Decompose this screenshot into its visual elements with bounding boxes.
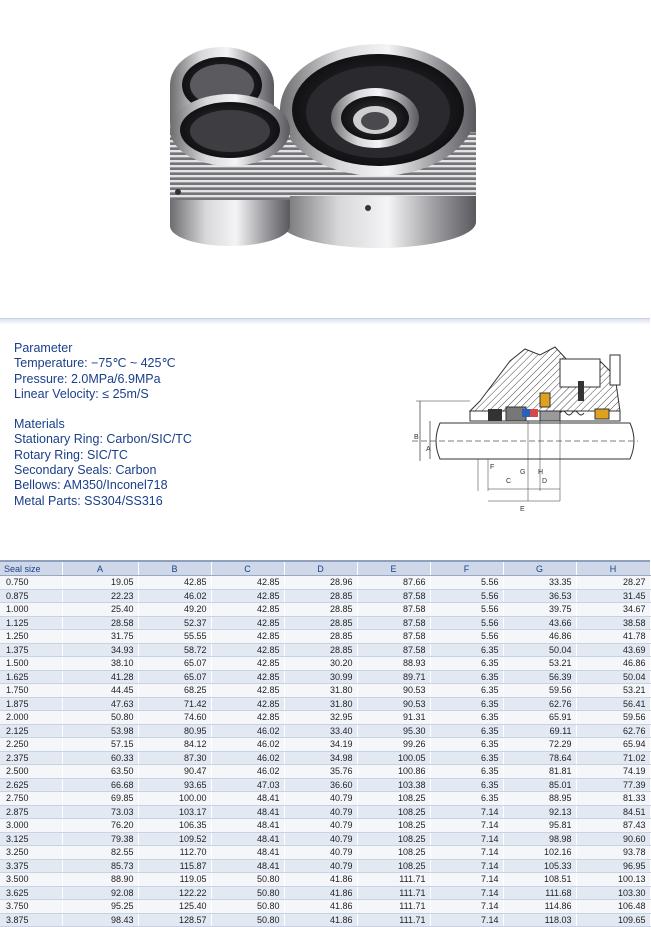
table-cell: 42.85 [211,697,284,711]
table-cell: 112.70 [138,846,211,860]
table-cell: 42.85 [211,576,284,590]
table-cell: 7.14 [430,886,503,900]
table-cell: 40.79 [284,832,357,846]
dimensions-table [0,562,651,927]
table-cell: 55.55 [138,630,211,644]
table-cell: 6.35 [430,670,503,684]
table-cell: 6.35 [430,778,503,792]
bellows-spec: Bellows: AM350/Inconel718 [14,478,168,493]
table-row [0,711,650,725]
table-cell: 60.33 [62,751,138,765]
table-row [0,900,650,914]
table-cell: 88.90 [62,873,138,887]
table-cell: 41.86 [284,913,357,927]
table-row [0,630,650,644]
table-cell: 103.30 [576,886,650,900]
table-cell: 42.85 [211,684,284,698]
table-cell: 7.14 [430,900,503,914]
table-cell: 47.03 [211,778,284,792]
table-cell: 46.86 [503,630,576,644]
table-cell: 50.80 [211,886,284,900]
seal-size-cell: 3.625 [0,886,62,900]
specification-section [0,318,650,555]
table-row [0,792,650,806]
table-cell: 65.07 [138,670,211,684]
table-cell: 28.85 [284,643,357,657]
table-cell: 100.13 [576,873,650,887]
table-cell: 42.85 [211,630,284,644]
table-cell: 34.19 [284,738,357,752]
table-cell: 28.85 [284,603,357,617]
seal-size-cell: 2.125 [0,724,62,738]
seal-size-cell: 3.000 [0,819,62,833]
table-cell: 87.58 [357,616,430,630]
table-cell: 56.41 [576,697,650,711]
table-body [0,576,650,927]
table-cell: 28.85 [284,630,357,644]
table-cell: 108.25 [357,805,430,819]
table-cell: 118.03 [503,913,576,927]
table-cell: 48.41 [211,859,284,873]
table-cell: 87.58 [357,589,430,603]
table-cell: 96.95 [576,859,650,873]
table-cell: 46.02 [211,738,284,752]
bellows-seals-illustration [0,0,650,318]
table-cell: 90.60 [576,832,650,846]
table-cell: 6.35 [430,724,503,738]
table-cell: 5.56 [430,589,503,603]
table-cell: 90.47 [138,765,211,779]
table-cell: 19.05 [62,576,138,590]
table-cell: 82.55 [62,846,138,860]
table-cell: 53.21 [503,657,576,671]
table-cell: 100.86 [357,765,430,779]
table-row [0,684,650,698]
table-cell: 87.58 [357,603,430,617]
table-cell: 58.72 [138,643,211,657]
seal-size-cell: 2.250 [0,738,62,752]
table-cell: 6.35 [430,792,503,806]
table-cell: 87.66 [357,576,430,590]
table-cell: 42.85 [211,616,284,630]
table-cell: 90.53 [357,684,430,698]
table-cell: 87.43 [576,819,650,833]
table-cell: 46.86 [576,657,650,671]
seal-size-cell: 3.750 [0,900,62,914]
table-cell: 42.85 [211,603,284,617]
table-cell: 111.71 [357,873,430,887]
dim-label-b: B [414,434,419,441]
table-cell: 92.13 [503,805,576,819]
table-cell: 88.95 [503,792,576,806]
table-cell: 89.71 [357,670,430,684]
table-cell: 125.40 [138,900,211,914]
table-cell: 46.02 [211,751,284,765]
table-cell: 33.40 [284,724,357,738]
seal-size-cell: 3.500 [0,873,62,887]
column-header: F [430,562,503,576]
table-cell: 41.86 [284,886,357,900]
table-cell: 42.85 [211,643,284,657]
table-row [0,819,650,833]
table-cell: 6.35 [430,738,503,752]
table-cell: 78.64 [503,751,576,765]
table-cell: 119.05 [138,873,211,887]
table-cell: 30.20 [284,657,357,671]
table-cell: 7.14 [430,873,503,887]
table-row [0,805,650,819]
table-cell: 71.42 [138,697,211,711]
dim-label-a: A [426,446,431,453]
table-cell: 92.08 [62,886,138,900]
column-header: D [284,562,357,576]
table-cell: 33.35 [503,576,576,590]
seal-size-cell: 2.625 [0,778,62,792]
seal-size-cell: 1.875 [0,697,62,711]
table-cell: 87.58 [357,630,430,644]
table-cell: 85.01 [503,778,576,792]
table-cell: 42.85 [138,576,211,590]
table-row [0,589,650,603]
table-cell: 69.11 [503,724,576,738]
table-cell: 108.25 [357,846,430,860]
table-cell: 114.86 [503,900,576,914]
table-row [0,832,650,846]
seal-size-cell: 3.875 [0,913,62,927]
table-cell: 50.04 [576,670,650,684]
column-header: G [503,562,576,576]
table-cell: 74.19 [576,765,650,779]
table-cell: 42.85 [211,589,284,603]
table-cell: 7.14 [430,805,503,819]
table-row [0,846,650,860]
table-cell: 50.80 [62,711,138,725]
table-row [0,697,650,711]
table-cell: 95.81 [503,819,576,833]
table-cell: 85.73 [62,859,138,873]
table-cell: 52.37 [138,616,211,630]
table-row [0,778,650,792]
seal-size-table [0,560,650,925]
table-cell: 41.28 [62,670,138,684]
table-cell: 40.79 [284,846,357,860]
table-cell: 87.30 [138,751,211,765]
seal-size-cell: 0.750 [0,576,62,590]
seal-size-cell: 3.125 [0,832,62,846]
table-cell: 56.39 [503,670,576,684]
seal-size-cell: 2.500 [0,765,62,779]
seal-size-cell: 0.875 [0,589,62,603]
table-cell: 74.60 [138,711,211,725]
table-cell: 6.35 [430,697,503,711]
table-cell: 6.35 [430,765,503,779]
table-cell: 31.80 [284,697,357,711]
dim-label-e: E [520,506,525,513]
table-cell: 48.41 [211,819,284,833]
table-cell: 41.86 [284,873,357,887]
product-photo [0,0,650,318]
table-cell: 111.71 [357,900,430,914]
table-cell: 115.87 [138,859,211,873]
seal-size-cell: 1.000 [0,603,62,617]
table-row [0,873,650,887]
column-header: C [211,562,284,576]
dim-label-c: C [506,478,512,485]
seal-size-cell: 2.750 [0,792,62,806]
table-cell: 28.96 [284,576,357,590]
table-cell: 106.48 [576,900,650,914]
seal-size-cell: 1.750 [0,684,62,698]
table-row [0,616,650,630]
table-cell: 109.65 [576,913,650,927]
table-cell: 90.53 [357,697,430,711]
table-cell: 31.45 [576,589,650,603]
specification-text [14,341,192,509]
metal-parts-spec: Metal Parts: SS304/SS316 [14,493,163,508]
table-cell: 41.78 [576,630,650,644]
table-cell: 48.41 [211,805,284,819]
table-cell: 41.86 [284,900,357,914]
table-cell: 108.25 [357,859,430,873]
table-cell: 95.25 [62,900,138,914]
table-cell: 50.80 [211,873,284,887]
table-cell: 44.45 [62,684,138,698]
table-cell: 62.76 [503,697,576,711]
table-row [0,765,650,779]
seal-size-cell: 1.625 [0,670,62,684]
table-cell: 49.20 [138,603,211,617]
table-cell: 63.50 [62,765,138,779]
table-cell: 42.85 [211,670,284,684]
table-cell: 100.00 [138,792,211,806]
table-cell: 108.25 [357,792,430,806]
table-cell: 73.03 [62,805,138,819]
column-header: H [576,562,650,576]
table-cell: 65.94 [576,738,650,752]
table-row [0,859,650,873]
seal-size-cell: 3.250 [0,846,62,860]
table-row [0,751,650,765]
table-cell: 6.35 [430,751,503,765]
dim-label-h: H [538,469,544,476]
table-cell: 38.58 [576,616,650,630]
table-cell: 88.93 [357,657,430,671]
seal-size-cell: 1.250 [0,630,62,644]
table-cell: 105.33 [503,859,576,873]
table-cell: 69.85 [62,792,138,806]
table-cell: 53.98 [62,724,138,738]
table-cell: 84.51 [576,805,650,819]
table-cell: 5.56 [430,630,503,644]
table-cell: 48.41 [211,832,284,846]
table-cell: 87.58 [357,643,430,657]
table-row [0,643,650,657]
table-cell: 65.07 [138,657,211,671]
table-cell: 7.14 [430,819,503,833]
table-cell: 98.98 [503,832,576,846]
table-row [0,576,650,590]
table-cell: 43.69 [576,643,650,657]
table-cell: 77.39 [576,778,650,792]
table-cell: 76.20 [62,819,138,833]
table-cell: 46.02 [211,765,284,779]
table-cell: 40.79 [284,819,357,833]
table-cell: 5.56 [430,603,503,617]
table-cell: 65.91 [503,711,576,725]
table-row [0,886,650,900]
table-cell: 31.80 [284,684,357,698]
table-cell: 42.85 [211,711,284,725]
column-header: A [62,562,138,576]
table-cell: 7.14 [430,846,503,860]
dim-label-d: D [542,478,548,485]
dim-label-f: F [490,464,495,471]
pressure-spec: Pressure: 2.0MPa/6.9MPa [14,371,161,386]
table-cell: 48.41 [211,792,284,806]
table-row [0,670,650,684]
materials-heading: Materials [14,417,65,432]
seal-size-cell: 2.875 [0,805,62,819]
table-cell: 30.99 [284,670,357,684]
table-cell: 40.79 [284,792,357,806]
table-cell: 122.22 [138,886,211,900]
table-cell: 81.81 [503,765,576,779]
table-cell: 28.85 [284,616,357,630]
table-cell: 6.35 [430,643,503,657]
table-cell: 34.93 [62,643,138,657]
table-cell: 102.16 [503,846,576,860]
table-cell: 32.95 [284,711,357,725]
dim-label-g: G [520,469,526,476]
table-cell: 71.02 [576,751,650,765]
table-cell: 99.26 [357,738,430,752]
table-cell: 6.35 [430,711,503,725]
table-cell: 62.76 [576,724,650,738]
secondary-seals-spec: Secondary Seals: Carbon [14,463,157,478]
table-cell: 5.56 [430,576,503,590]
table-cell: 84.12 [138,738,211,752]
table-cell: 108.51 [503,873,576,887]
parameters-heading: Parameter [14,341,73,355]
table-cell: 128.57 [138,913,211,927]
seal-size-cell: 1.375 [0,643,62,657]
table-cell: 28.58 [62,616,138,630]
table-cell: 108.25 [357,832,430,846]
table-cell: 103.17 [138,805,211,819]
table-row [0,657,650,671]
temperature-spec: Temperature: −75℃ ~ 425℃ [14,356,176,371]
table-row [0,603,650,617]
table-cell: 57.15 [62,738,138,752]
table-cell: 43.66 [503,616,576,630]
table-cell: 50.80 [211,900,284,914]
table-cell: 59.56 [576,711,650,725]
table-cell: 28.85 [284,589,357,603]
table-cell: 40.79 [284,859,357,873]
column-header: Seal size [0,562,62,576]
table-cell: 95.30 [357,724,430,738]
seal-size-cell: 1.125 [0,616,62,630]
table-cell: 66.68 [62,778,138,792]
table-cell: 59.56 [503,684,576,698]
table-cell: 46.02 [138,589,211,603]
table-cell: 35.76 [284,765,357,779]
table-cell: 93.78 [576,846,650,860]
table-cell: 103.38 [357,778,430,792]
table-cell: 72.29 [503,738,576,752]
table-cell: 106.35 [138,819,211,833]
seal-large [280,44,476,248]
table-cell: 6.35 [430,684,503,698]
table-cell: 7.14 [430,832,503,846]
table-cell: 111.71 [357,886,430,900]
table-cell: 28.27 [576,576,650,590]
table-cell: 7.14 [430,913,503,927]
table-cell: 53.21 [576,684,650,698]
table-cell: 38.10 [62,657,138,671]
table-cell: 91.31 [357,711,430,725]
table-cell: 50.80 [211,913,284,927]
table-cell: 39.75 [503,603,576,617]
table-cell: 80.95 [138,724,211,738]
table-cell: 5.56 [430,616,503,630]
table-cell: 42.85 [211,657,284,671]
seal-dimension-drawing [410,341,640,526]
seal-size-cell: 1.500 [0,657,62,671]
column-header: B [138,562,211,576]
table-cell: 36.53 [503,589,576,603]
table-cell: 79.38 [62,832,138,846]
table-cell: 93.65 [138,778,211,792]
table-cell: 25.40 [62,603,138,617]
table-header-row [0,562,650,576]
table-cell: 48.41 [211,846,284,860]
seal-size-cell: 2.375 [0,751,62,765]
table-cell: 6.35 [430,657,503,671]
seal-small-front [170,94,290,246]
table-cell: 7.14 [430,859,503,873]
table-cell: 46.02 [211,724,284,738]
column-header: E [357,562,430,576]
stationary-ring-spec: Stationary Ring: Carbon/SIC/TC [14,432,192,447]
table-cell: 108.25 [357,819,430,833]
table-cell: 34.67 [576,603,650,617]
table-cell: 36.60 [284,778,357,792]
table-cell: 31.75 [62,630,138,644]
table-row [0,738,650,752]
table-cell: 22.23 [62,589,138,603]
seal-size-cell: 2.000 [0,711,62,725]
rotary-ring-spec: Rotary Ring: SIC/TC [14,447,128,462]
table-cell: 109.52 [138,832,211,846]
table-cell: 40.79 [284,805,357,819]
table-cell: 111.68 [503,886,576,900]
table-cell: 47.63 [62,697,138,711]
table-cell: 34.98 [284,751,357,765]
table-row [0,913,650,927]
table-row [0,724,650,738]
table-cell: 81.33 [576,792,650,806]
velocity-spec: Linear Velocity: ≤ 25m/S [14,386,149,401]
table-cell: 68.25 [138,684,211,698]
table-cell: 50.04 [503,643,576,657]
table-cell: 111.71 [357,913,430,927]
seal-size-cell: 3.375 [0,859,62,873]
table-cell: 98.43 [62,913,138,927]
table-cell: 100.05 [357,751,430,765]
